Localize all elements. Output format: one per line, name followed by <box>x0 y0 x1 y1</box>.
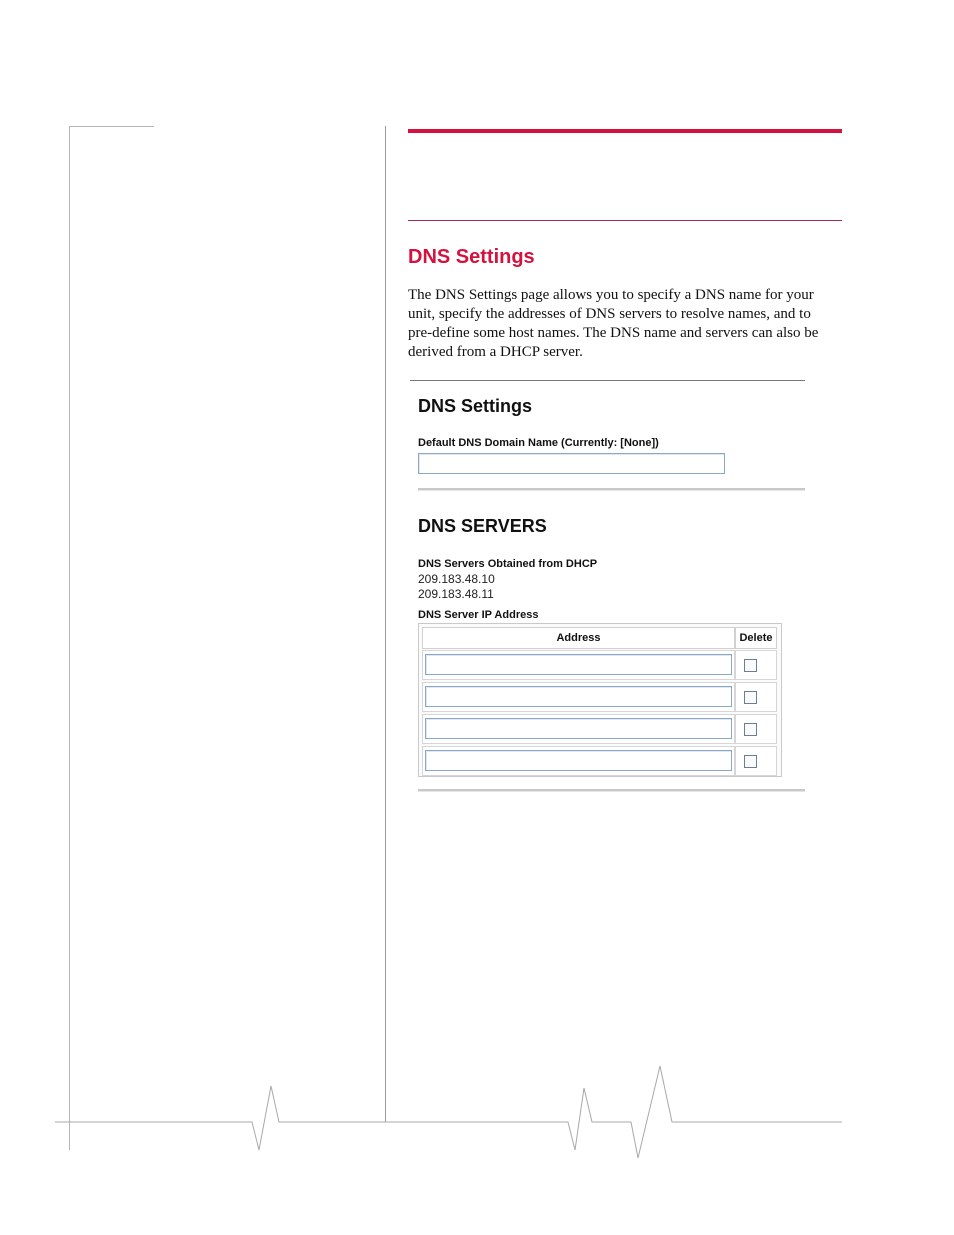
address-input[interactable] <box>425 654 732 675</box>
ip-address-label: DNS Server IP Address <box>418 609 539 621</box>
obtained-server-1: 209.183.48.10 <box>418 572 495 586</box>
delete-checkbox[interactable] <box>744 755 757 768</box>
page-left-rule <box>69 126 70 1150</box>
figure-heading: DNS Settings <box>418 396 533 416</box>
address-input[interactable] <box>425 750 732 771</box>
chapter-header-bar <box>408 129 842 133</box>
delete-cell <box>735 650 777 680</box>
section-title: DNS Settings <box>408 246 535 268</box>
footer-waveform-graphic <box>0 1060 954 1170</box>
delete-cell <box>735 682 777 712</box>
table-row <box>422 682 735 712</box>
obtained-server-2: 209.183.48.11 <box>418 587 494 601</box>
figure-divider-2 <box>418 789 805 792</box>
table-row <box>422 746 735 776</box>
figure-top-rule <box>410 380 805 381</box>
domain-name-input[interactable] <box>418 453 725 474</box>
delete-checkbox[interactable] <box>744 723 757 736</box>
delete-cell <box>735 714 777 744</box>
column-divider <box>385 126 386 1122</box>
obtained-label: DNS Servers Obtained from DHCP <box>418 558 598 570</box>
dns-servers-heading: DNS SERVERS <box>418 516 547 536</box>
figure-divider-1 <box>418 488 805 491</box>
dns-server-table <box>418 623 782 777</box>
chapter-header-rule <box>408 220 842 221</box>
delete-checkbox[interactable] <box>744 691 757 704</box>
section-body: The DNS Settings page allows you to specify a DNS name for your unit, specify the addresses of DNS servers to resolve names, and to pre-define some host names. The DNS name and servers can also be derived from a DHCP server. <box>408 287 819 360</box>
column-header-delete: Delete <box>735 627 777 649</box>
delete-cell <box>735 746 777 776</box>
address-input[interactable] <box>425 686 732 707</box>
table-row <box>422 714 735 744</box>
page-top-left-rule <box>69 126 154 127</box>
delete-checkbox[interactable] <box>744 659 757 672</box>
address-input[interactable] <box>425 718 732 739</box>
domain-name-label: Default DNS Domain Name (Currently: [None]) <box>418 437 659 449</box>
table-row <box>422 650 735 680</box>
column-header-address: Address <box>422 627 735 649</box>
